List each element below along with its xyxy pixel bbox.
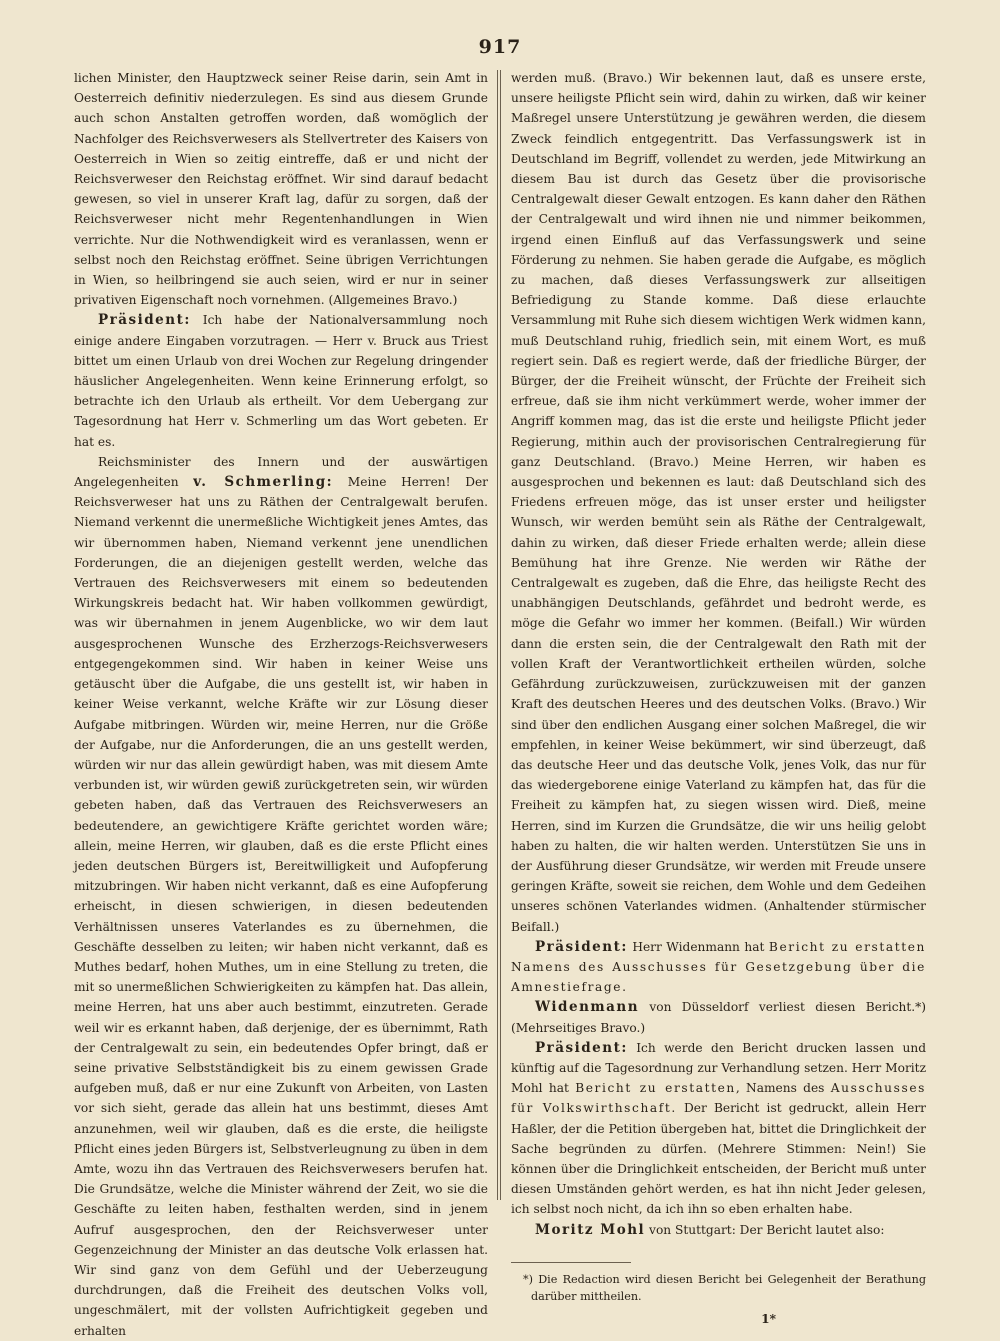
paragraph <box>74 310 488 451</box>
paragraph <box>511 997 926 1037</box>
page-number: 917 <box>478 36 522 58</box>
right-column <box>511 68 926 1329</box>
speech-text: Ich werde den Bericht drucken lassen und künftig auf die Tagesordnung zur Verhandlung setzen. Herr Moritz Mohl hat <box>511 1040 926 1096</box>
column-rule <box>500 70 501 1200</box>
speech-text: Der Bericht ist gedruckt, allein Herr Haßler, der die Petition übergeben hat, bittet die Dringlichkeit der Sache begründen zu dürfen. (Mehrere Stimmen: Nein!) Sie können über die Dringlichkeit entscheiden, der Bericht muß unter diesen Umständen gehört werden, es hat ihn nicht Jeder gelesen, ich selbst noch nicht, da ich ihn so eben erhalten habe. <box>511 1101 926 1217</box>
speaker-name: Präsident: <box>535 1039 628 1056</box>
speech-text: , Namens des <box>735 1081 831 1096</box>
speech-text: von Düsseldorf verliest diesen Bericht.*) (Mehrseitiges Bravo.) <box>511 1000 926 1035</box>
left-column <box>74 68 488 1341</box>
speaker-name: Widenmann <box>535 999 640 1016</box>
paragraph <box>511 937 926 998</box>
speaker-name: Moritz Mohl <box>535 1221 646 1238</box>
paragraph <box>74 452 488 1341</box>
speaker-name: v. Schmerling: <box>193 474 334 491</box>
speaker-name: Präsident: <box>98 312 191 329</box>
footnote-rule <box>511 1262 631 1263</box>
column-rule <box>497 70 498 1200</box>
paragraph: lichen Minister, den Hauptzweck seiner Reise darin, sein Amt in Oesterreich definitiv niederzulegen. Es sind aus diesem Grunde auch schon Anstalten getroffen worden, daß womöglich der Nachfolger des Reichsverwesers als Stellvertreter des Kaisers von Oesterreich in Wien so zeitig eintreffe, daß er und nicht der Reichsverweser den Reichstag eröffnet. Wir sind darauf bedacht gewesen, so viel in unserer Kraft lag, dafür zu sorgen, daß der Reichsverweser nicht mehr Regentenhandlungen in Wien verrichte. Nur die Nothwendigkeit wird es veranlassen, wenn er selbst noch den Reichstag eröffnet. Seine übrigen Verrichtungen in Wien, so heilbringend sie auch seien, wird er nur in seiner privativen Eigenschaft noch vornehmen. (Allgemeines Bravo.) <box>74 71 488 308</box>
paragraph <box>511 1220 926 1240</box>
paragraph <box>511 1038 926 1220</box>
sheet-mark: 1* <box>761 1311 776 1326</box>
speech-text-spaced: Ausschusses für Volkswirthschaft. <box>511 1081 926 1116</box>
speaker-name: Präsident: <box>535 938 628 955</box>
footnote: *) Die Redaction wird diesen Bericht bei Gelegenheit der Berathung darüber mittheilen. <box>523 1272 926 1303</box>
speech-text-spaced: Bericht zu erstatten <box>575 1081 736 1096</box>
speech-text-spaced: Bericht zu erstatten Namens des Ausschusses für Gesetzgebung über die Amnestiefrage. <box>511 939 926 995</box>
speech-text: Herr Widenmann hat <box>627 939 769 954</box>
speech-text: von Stuttgart: Der Bericht lautet also: <box>645 1222 885 1237</box>
speech-text: Ich habe der Nationalversammlung noch einige andere Eingaben vorzutragen. — Herr v. Bruck aus Triest bittet um einen Urlaub von drei Wochen zur Regelung dringender häuslicher Angelegenheiten. Wenn keine Erinnerung erfolgt, so betrachte ich den Urlaub als ertheilt. Vor dem Uebergang zur Tagesordnung hat Herr v. Schmerling um das Wort gebeten. Er hat es. <box>74 313 488 449</box>
speech-text: Meine Herren! Der Reichsverweser hat uns zu Räthen der Centralgewalt berufen. Niemand verkennt die unermeßliche Wichtigkeit jenes Amtes, das wir übernommen haben, Niemand verkennt jene unendlichen Forderungen, die an diejenigen gestellt werden, welche das Vertrauen des Reichsverwesers mit einem so bedeutenden Wirkungskreis bedacht hat. Wir haben vollkommen gewürdigt, was wir übernahmen in jenem Augenblicke, wo wir dem laut ausgesprochenen Wunsche des Erzherzogs-Reichsverwesers entgegengekommen sind. Wir haben in keiner Weise uns getäuscht über die Aufgabe, die uns gestellt ist, wir haben in keiner Weise verkannt, welche Kräfte wir zur Lösung dieser Aufgabe mitbringen. Würden wir, meine Herren, nur die Größe der Aufgabe, nur die Anforderungen, die an uns gestellt werden, würden wir nur das allein gewürdigt haben, was mit diesem Amte verbunden ist, wir würden gewiß zurückgetreten sein, wir würden gebeten haben, daß das Vertrauen des Reichsverwesers an bedeutendere, an gewichtigere Kräfte gerichtet worden wäre; allein, meine Herren, wir glauben, daß es die erste Pflicht eines jeden deutschen Bürgers ist, Bereitwilligkeit und Aufopferung mitzubringen. Wir haben nicht verkannt, daß es eine Aufopferung erheischt, in diesen schwierigen, in diesen bedeutenden Verhältnissen unseres Vaterlandes es zu übernehmen, die Geschäfte desselben zu leiten; wir haben nicht verkannt, daß es Muthes bedarf, hohen Muthes, um in eine Stellung zu treten, die mit so unermeßlichen Schwierigkeiten zu kämpfen hat. Das allein, meine Herren, hat uns aber auch bestimmt, einzutreten. Gerade weil wir es erkannt haben, daß derjenige, der es übernimmt, Rath der Centralgewalt zu sein, ein bedeutendes Opfer bringt, daß er seine privative Selbstständigkeit bis zu einem gewissen Grade aufgeben muß, daß er nur eine Zukunft von Arbeiten, von Lasten vor sich sieht, gerade das allein hat uns bestimmt, dieses Amt anzunehmen, weil wir glauben, daß es die erste, die heiligste Pflicht eines jeden Bürgers ist, Selbstverleugnung zu üben in dem Amte, wozu ihn das Vertrauen des Reichsverwesers berufen hat. Die Grundsätze, welche die Minister während der Zeit, wo sie die Geschäfte zu leiten haben, festhalten werden, sind in jenem Aufruf ausgesprochen, den der Reichsverweser unter Gegenzeichnung der Minister an das deutsche Volk erlassen hat. Wir sind ganz von dem Gefühl und der Ueberzeugung durchdrungen, daß die Freiheit des deutschen Volks voll, ungeschmälert, mit der vollsten Aufrichtigkeit gegeben und erhalten <box>74 475 489 1338</box>
paragraph: werden muß. (Bravo.) Wir bekennen laut, daß es unsere erste, unsere heiligste Pflicht sein wird, dahin zu wirken, daß wir keiner Maßregel unsere Unterstützung je gewähren werden, die diesem Zweck feindlich entgegentritt. Das Verfassungswerk ist in Deutschland im Begriff, vollendet zu werden, jede Mitwirkung an diesem Bau ist durch das Gesetz über die provisorische Centralgewalt dieser Gewalt entzogen. Es kann daher den Räthen der Centralgewalt und wird ihnen nie und nimmer beikommen, irgend einen Einfluß auf das Verfassungswerk und seine Förderung zu nehmen. Sie haben gerade die Aufgabe, es möglich zu machen, daß dieses Verfassungswerk zur allseitigen Befriedigung zu Stande komme. Daß diese erlauchte Versammlung mit Ruhe sich diesem wichtigen Werk widmen kann, muß Deutschland ruhig, friedlich sein, mit einem Wort, es muß regiert sein. Daß es regiert werde, daß der friedliche Bürger, der Bürger, der die Freiheit wünscht, der Früchte der Freiheit sich erfreue, daß sie ihm nicht verkümmert werde, woher immer der Angriff kommen mag, das ist die erste und heiligste Pflicht jeder Regierung, mithin auch der provisorischen Centralregierung für ganz Deutschland. (Bravo.) Meine Herren, wir haben es ausgesprochen und bekennen es laut: daß Deutschland sich des Friedens erfreuen möge, das ist unser erster und heiligster Wunsch, wir werden bemüht sein als Räthe der Centralgewalt, dahin zu wirken, daß dieser Friede erhalten werde; allein diese Bemühung hat ihre Grenze. Nie werden wir Räthe der Centralgewalt es zugeben, daß die Ehre, das heiligste Recht des unabhängigen Deutschlands, gefährdet und bedroht werde, es möge die Gefahr wo immer her kommen. (Beifall.) Wir würden dann die ersten sein, die der Centralgewalt den Rath mit der vollen Kraft der Verantwortlichkeit ertheilen würden, solche Gefährdung zurückzuweisen, zurückzuweisen mit der ganzen Kraft des deutschen Heeres und des deutschen Volks. (Bravo.) Wir sind über den endlichen Ausgang einer solchen Maßregel, die wir empfehlen, in keiner Weise bekümmert, wir sind überzeugt, daß das deutsche Heer und das deutsche Volk, jenes Volk, das nur für das wiedergeborene einige Vaterland zu kämpfen hat, das für die Freiheit zu kämpfen hat, zu siegen wissen wird. Dieß, meine Herren, sind im Kurzen die Grundsätze, die wir uns heilig gelobt haben zu halten, die wir halten werden. Unterstützen Sie uns in der Ausführung dieser Grundsätze, wir werden mit Freude unsere geringen Kräfte, soweit sie reichen, dem Wohle und dem Gedeihen unseres schönen Vaterlandes widmen. (Anhaltender stürmischer Beifall.) <box>511 71 926 934</box>
speaker-title: Reichsminister des Innern und der auswärtigen Angelegenheiten <box>74 454 488 490</box>
